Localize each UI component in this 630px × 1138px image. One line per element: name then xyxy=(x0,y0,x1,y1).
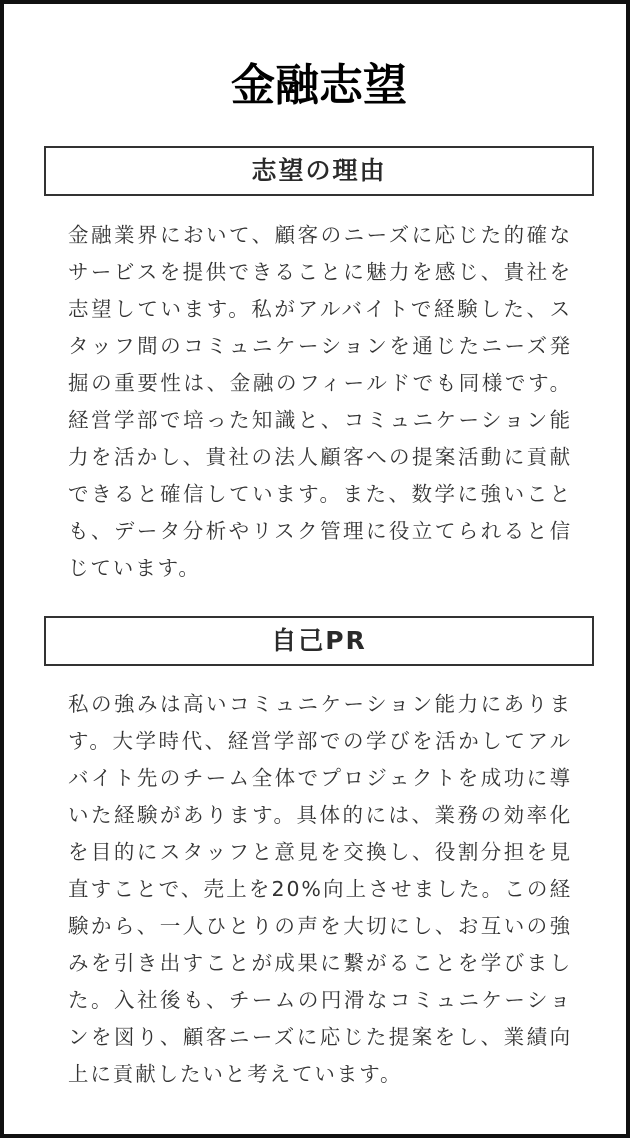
self-pr-body: 私の強みは高いコミュニケーション能力にあります。大学時代、経営学部での学びを活かしてアルバイト先のチーム全体でプロジェクトを成功に導いた経験があります。具体的には、業務の効率化を目的にスタッフと意見を交換し、役割分担を見直すことで、売上を20%向上させました。この経験から、一人ひとりの声を大切にし、お互いの強みを引き出すことが成果に繋がることを学びました。入社後も、チームの円滑なコミュニケーションを図り、顧客ニーズに応じた提案をし、業績向上に貢献したいと考えています。 xyxy=(68,692,572,1086)
page-title: 金融志望 xyxy=(231,60,407,111)
reason-body: 金融業界において、顧客のニーズに応じた的確なサービスを提供できることに魅力を感じ、貴社を志望しています。私がアルバイトで経験した、スタッフ間のコミュニケーションを通じたニーズ発掘の重要性は、金融のフィールドでも同様です。経営学部で培った知識と、コミュニケーション能力を活かし、貴社の法人顧客への提案活動に貢献できると確信しています。また、数学に強いことも、データ分析やリスク管理に役立てられると信じています。 xyxy=(68,223,572,580)
reason-heading: 志望の理由 xyxy=(44,146,594,196)
self-pr-heading: 自己PR xyxy=(44,616,594,666)
